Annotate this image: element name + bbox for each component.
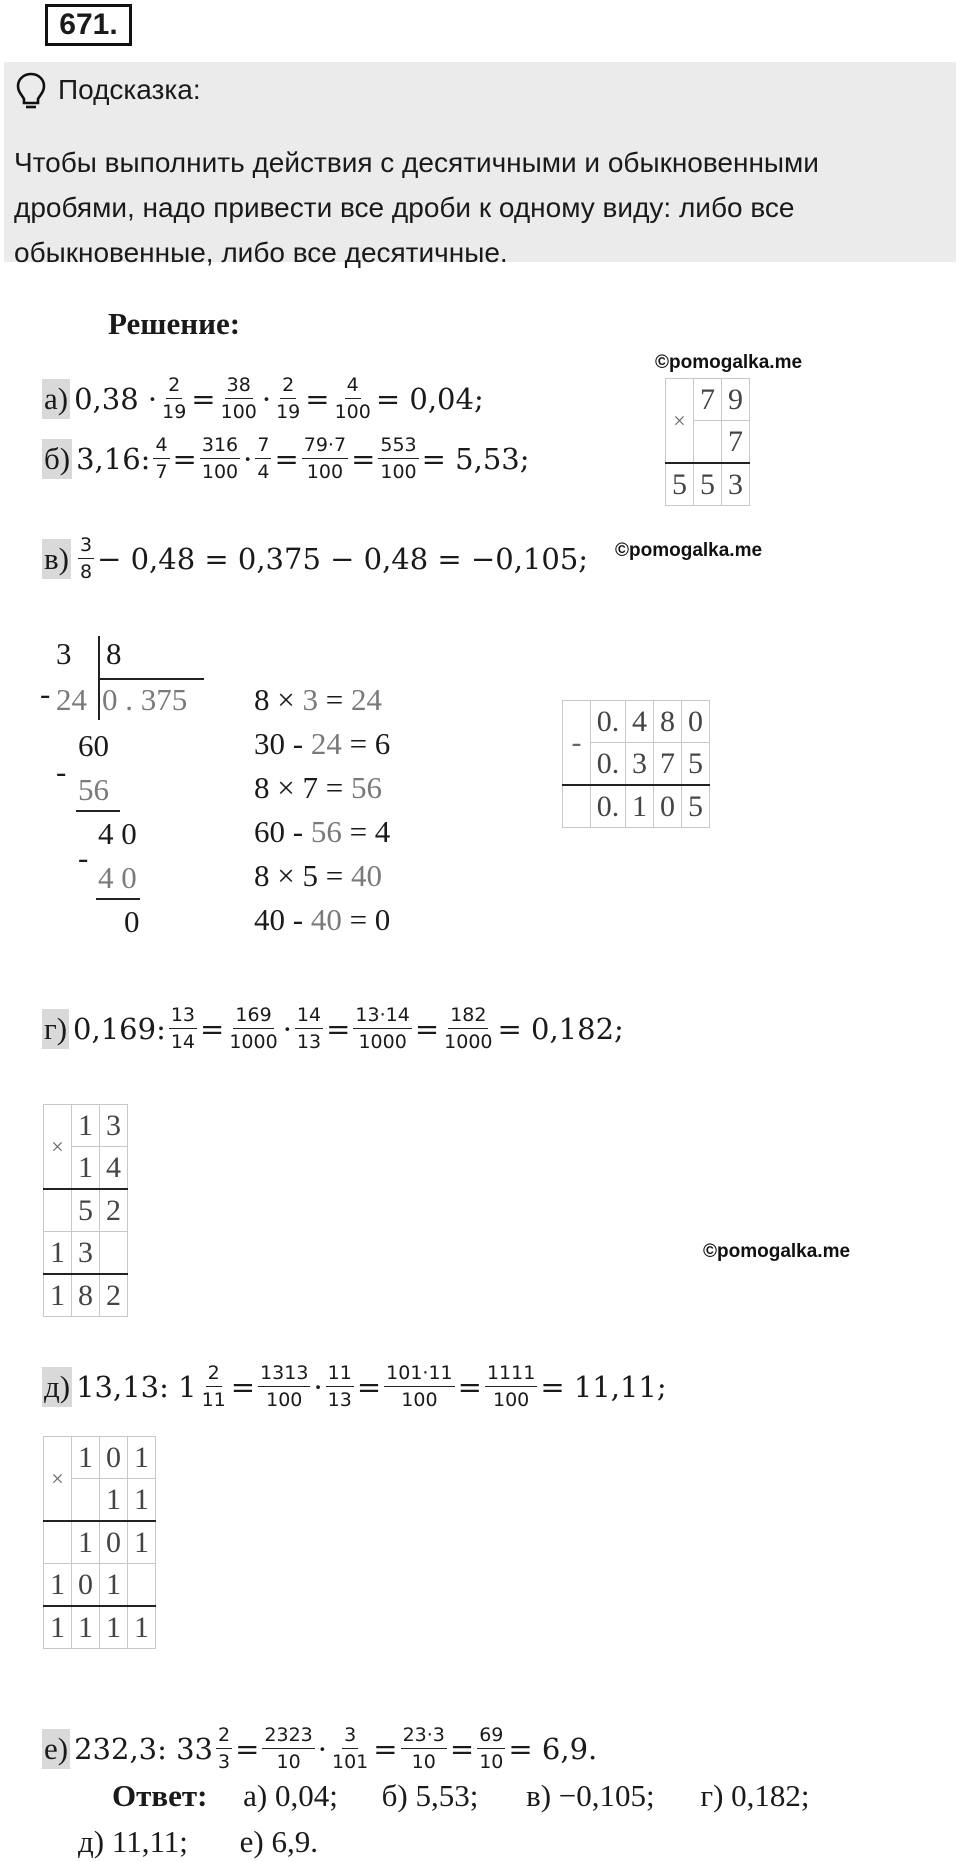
fraction: $\frac{3}{101}$ [332,1724,369,1773]
fraction: $\frac{69}{10}$ [479,1724,504,1773]
item-label: б) [42,439,72,479]
fraction: $\frac{13\cdot 14}{1000}$ [355,1004,410,1053]
fraction: $\frac{2}{19}$ [162,374,187,423]
multiplication-79x7: × 7 9 7 5 5 3 [665,378,750,506]
problem-number: 671. [45,4,132,46]
fraction: $\frac{38}{100}$ [220,374,257,423]
fraction: $\frac{4}{7}$ [155,434,168,483]
fraction: $\frac{7}{4}$ [257,434,270,483]
item-label: д) [42,1367,72,1407]
fraction: $\frac{11}{13}$ [327,1362,352,1411]
fraction: $\frac{2}{19}$ [276,374,301,423]
fraction: $\frac{14}{13}$ [296,1004,322,1053]
hint-text: Чтобы выполнить действия с десятичными и обыкновенными дробями, надо привести все дроби к одному виду: либо все обыкновенные, либо все десятичные. [14,147,819,268]
long-division: 3 8 - 24 0 . 375 60 - 56 4 0 - 4 0 0 [40,636,220,936]
subtraction-table: - 0. 4 8 0 0. 3 7 5 0. 1 0 5 [562,700,710,828]
fraction: $\frac{3}{8}$ [79,534,93,583]
fraction: $\frac{182}{1000}$ [444,1004,493,1053]
answer-line-2: д) 11,11; е) 6,9. [78,1824,319,1859]
solution-line-e: е) 232,3: 33 $\frac{2}{3}$ = $\frac{2323}{10}$ · $\frac{3}{101}$ = $\frac{23\cdot 3}{10}$ = $\frac{69}{10}$ = 6,9. [44,1724,598,1773]
solution-line-d: д) 13,13: 1 $\frac{2}{11}$ = $\frac{1313}{100}$ · $\frac{11}{13}$ = $\frac{101\cdot 11}{100}$ = $\frac{1111}{100}$ = 11,11; [44,1362,667,1411]
fraction: $\frac{169}{1000}$ [229,1004,278,1053]
solution-line-g: г) 0,169: $\frac{13}{14}$ = $\frac{169}{1000}$ · $\frac{14}{13}$ = $\frac{13\cdot 14}{1000}$ = $\frac{182}{1000}$ = 0,182; [44,1004,624,1053]
times-sign: × [666,379,694,464]
watermark: ©pomogalka.me [615,540,763,561]
hint-title: Подсказка: [58,74,201,105]
lightbulb-icon [16,72,46,110]
solution-title: Решение: [108,306,241,341]
item-label: е) [42,1729,70,1769]
watermark: ©pomogalka.me [703,1241,851,1262]
item-label: а) [42,379,70,419]
solution-line-b: б) 3,16: $\frac{4}{7}$ = $\frac{316}{100}$ · $\frac{7}{4}$ = $\frac{79\cdot 7}{100}$ = $\frac{553}{100}$ = 5,53; [44,434,530,483]
fraction: $\frac{4}{100}$ [334,374,371,423]
fraction: $\frac{2}{3}$ [218,1724,231,1773]
multiplication-13x14: × 1 3 1 4 5 2 1 3 1 8 2 [43,1104,128,1317]
item-label: г) [42,1009,69,1049]
fraction: $\frac{23\cdot 3}{10}$ [402,1724,445,1773]
fraction: $\frac{1313}{100}$ [260,1362,309,1411]
item-label: в) [42,539,71,579]
fraction: $\frac{2323}{10}$ [264,1724,313,1773]
fraction: $\frac{2}{11}$ [201,1362,226,1411]
fraction: $\frac{553}{100}$ [380,434,417,483]
fraction: $\frac{1111}{100}$ [486,1362,536,1411]
multiplication-101x11: × 1 0 1 1 1 1 0 1 1 0 1 1 1 1 1 [43,1436,156,1649]
solution-line-v: в) $\frac{3}{8}$ − 0,48 = 0,375 − 0,48 = −0,105; [44,534,589,583]
watermark: ©pomogalka.me [655,352,803,373]
solution-line-a: а) 0,38 · $\frac{2}{19}$ = $\frac{38}{100}$ · $\frac{2}{19}$ = $\frac{4}{100}$ = 0,04; [44,374,484,423]
fraction: $\frac{79\cdot 7}{100}$ [303,434,347,483]
fraction: $\frac{13}{14}$ [170,1004,196,1053]
division-steps: 8 × 3 = 24 30 - 24 = 6 8 × 7 = 56 60 - 56 = 4 8 × 5 = 40 40 - 40 = 0 [254,682,391,937]
answer-label: Ответ: [112,1778,208,1813]
fraction: $\frac{101\cdot 11}{100}$ [386,1362,453,1411]
fraction: $\frac{316}{100}$ [201,434,239,483]
answer-line-1: Ответ: а) 0,04; б) 5,53; в) −0,105; г) 0,182; [112,1778,810,1813]
